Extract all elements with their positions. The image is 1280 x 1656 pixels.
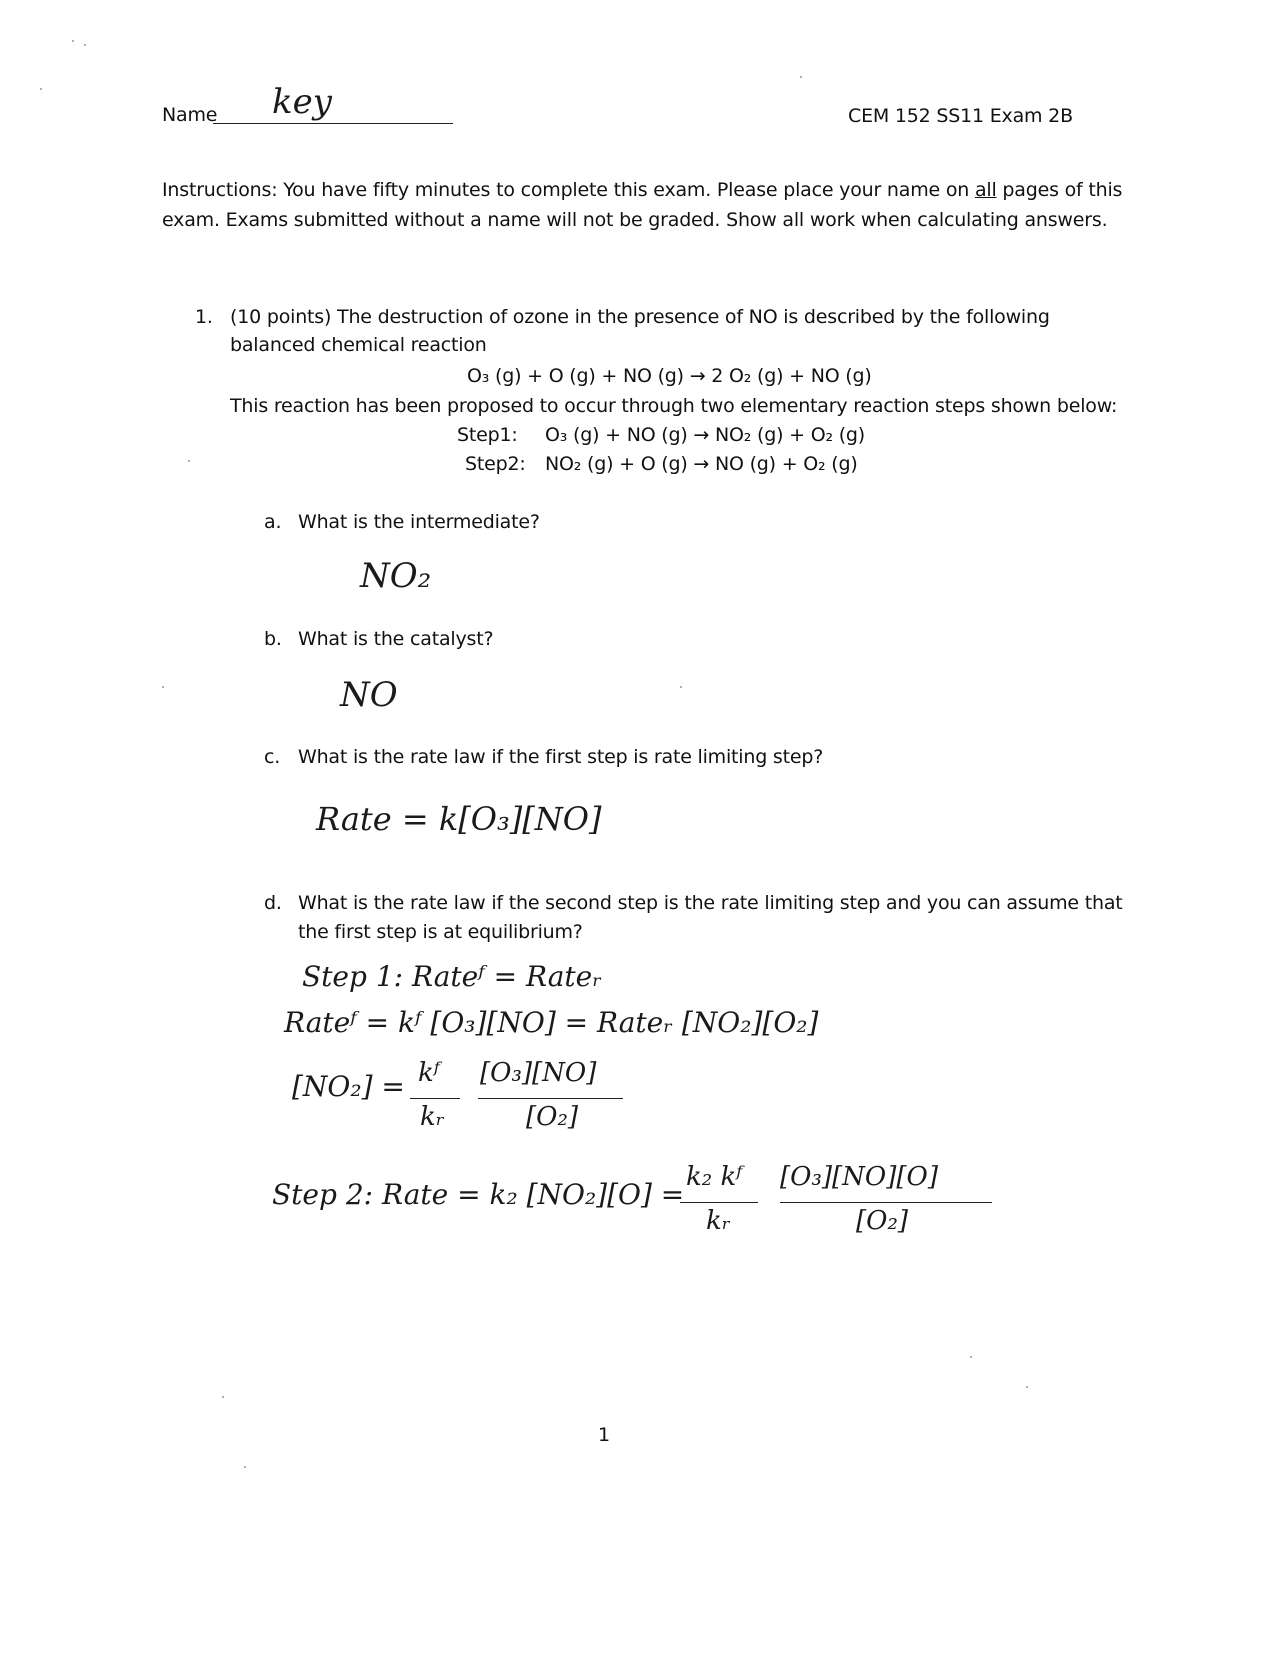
fraction-denominator: [O₂]: [856, 1206, 909, 1236]
part-c-letter: c.: [264, 746, 281, 768]
step1-equation: O₃ (g) + NO (g) → NO₂ (g) + O₂ (g): [545, 424, 865, 446]
question-text-line2: balanced chemical reaction: [230, 334, 487, 356]
question-number: 1.: [195, 306, 213, 328]
work-k-ratio: [680, 1162, 760, 1242]
scan-speck: [1026, 1386, 1028, 1388]
fraction-denominator: kᵣ: [420, 1102, 445, 1132]
work-step2-rate: Step 2: Rate = k₂ [NO₂][O] =: [272, 1178, 685, 1211]
fraction-denominator: [O₂]: [526, 1102, 579, 1132]
part-a-letter: a.: [264, 511, 282, 533]
fraction-numerator: kᶠ: [418, 1058, 440, 1088]
scan-speck: [680, 686, 682, 688]
fraction-numerator: k₂ kᶠ: [686, 1162, 743, 1192]
part-a-answer: NO₂: [360, 556, 432, 596]
name-label: Name: [162, 104, 218, 126]
part-b-question: What is the catalyst?: [298, 628, 494, 650]
part-d-question-line2: the first step is at equilibrium?: [298, 921, 583, 943]
work-final-fraction: [780, 1162, 1000, 1242]
part-d-letter: d.: [264, 892, 282, 914]
instructions-line1: Instructions: You have fifty minutes to complete this exam. Please place your name on all pages of this: [162, 179, 1123, 201]
scan-speck: [72, 40, 74, 42]
course-title: CEM 152 SS11 Exam 2B: [848, 105, 1073, 127]
question-text-line1: (10 points) The destruction of ozone in the presence of NO is described by the following: [230, 306, 1050, 328]
step1-label: Step1:: [457, 424, 518, 446]
instructions-line2: exam. Exams submitted without a name will not be graded. Show all work when calculating answers.: [162, 209, 1108, 231]
part-c-answer: Rate = k[O₃][NO]: [316, 800, 602, 838]
scan-speck: [244, 1466, 246, 1468]
name-underline: [213, 123, 453, 124]
part-b-answer: NO: [340, 675, 398, 715]
fraction-numerator: [O₃][NO][O]: [780, 1162, 938, 1192]
steps-intro: This reaction has been proposed to occur through two elementary reaction steps shown below:: [230, 395, 1118, 417]
name-handwritten: key: [272, 82, 332, 122]
scan-speck: [970, 1356, 972, 1358]
scan-speck: [800, 76, 802, 78]
fraction-bar: [410, 1098, 460, 1099]
work-rate-equality: Rateᶠ = kᶠ [O₃][NO] = Rateᵣ [NO₂][O₂]: [284, 1006, 819, 1039]
fraction-bar: [780, 1202, 992, 1203]
part-d-question-line1: What is the rate law if the second step is the rate limiting step and you can assume that: [298, 892, 1123, 914]
step2-label: Step2:: [465, 453, 526, 475]
work-no2-lhs: [NO₂] =: [292, 1070, 405, 1103]
fraction-bar: [478, 1098, 623, 1099]
work-kf-over-kr: [410, 1058, 462, 1138]
work-step1-equilibrium: Step 1: Rateᶠ = Rateᵣ: [302, 960, 602, 993]
fraction-bar: [680, 1202, 758, 1203]
scan-speck: [162, 686, 164, 688]
part-c-question: What is the rate law if the first step is rate limiting step?: [298, 746, 824, 768]
scan-speck: [188, 460, 190, 462]
fraction-denominator: kᵣ: [706, 1206, 731, 1236]
overall-reaction: O₃ (g) + O (g) + NO (g) → 2 O₂ (g) + NO (g): [467, 365, 872, 387]
scan-speck: [84, 44, 86, 46]
scan-speck: [222, 1396, 224, 1398]
work-conc-fraction: [478, 1058, 628, 1138]
part-b-letter: b.: [264, 628, 282, 650]
step2-equation: NO₂ (g) + O (g) → NO (g) + O₂ (g): [545, 453, 858, 475]
part-a-question: What is the intermediate?: [298, 511, 540, 533]
fraction-numerator: [O₃][NO]: [480, 1058, 597, 1088]
scan-speck: [40, 88, 42, 90]
page-number: 1: [598, 1424, 610, 1446]
